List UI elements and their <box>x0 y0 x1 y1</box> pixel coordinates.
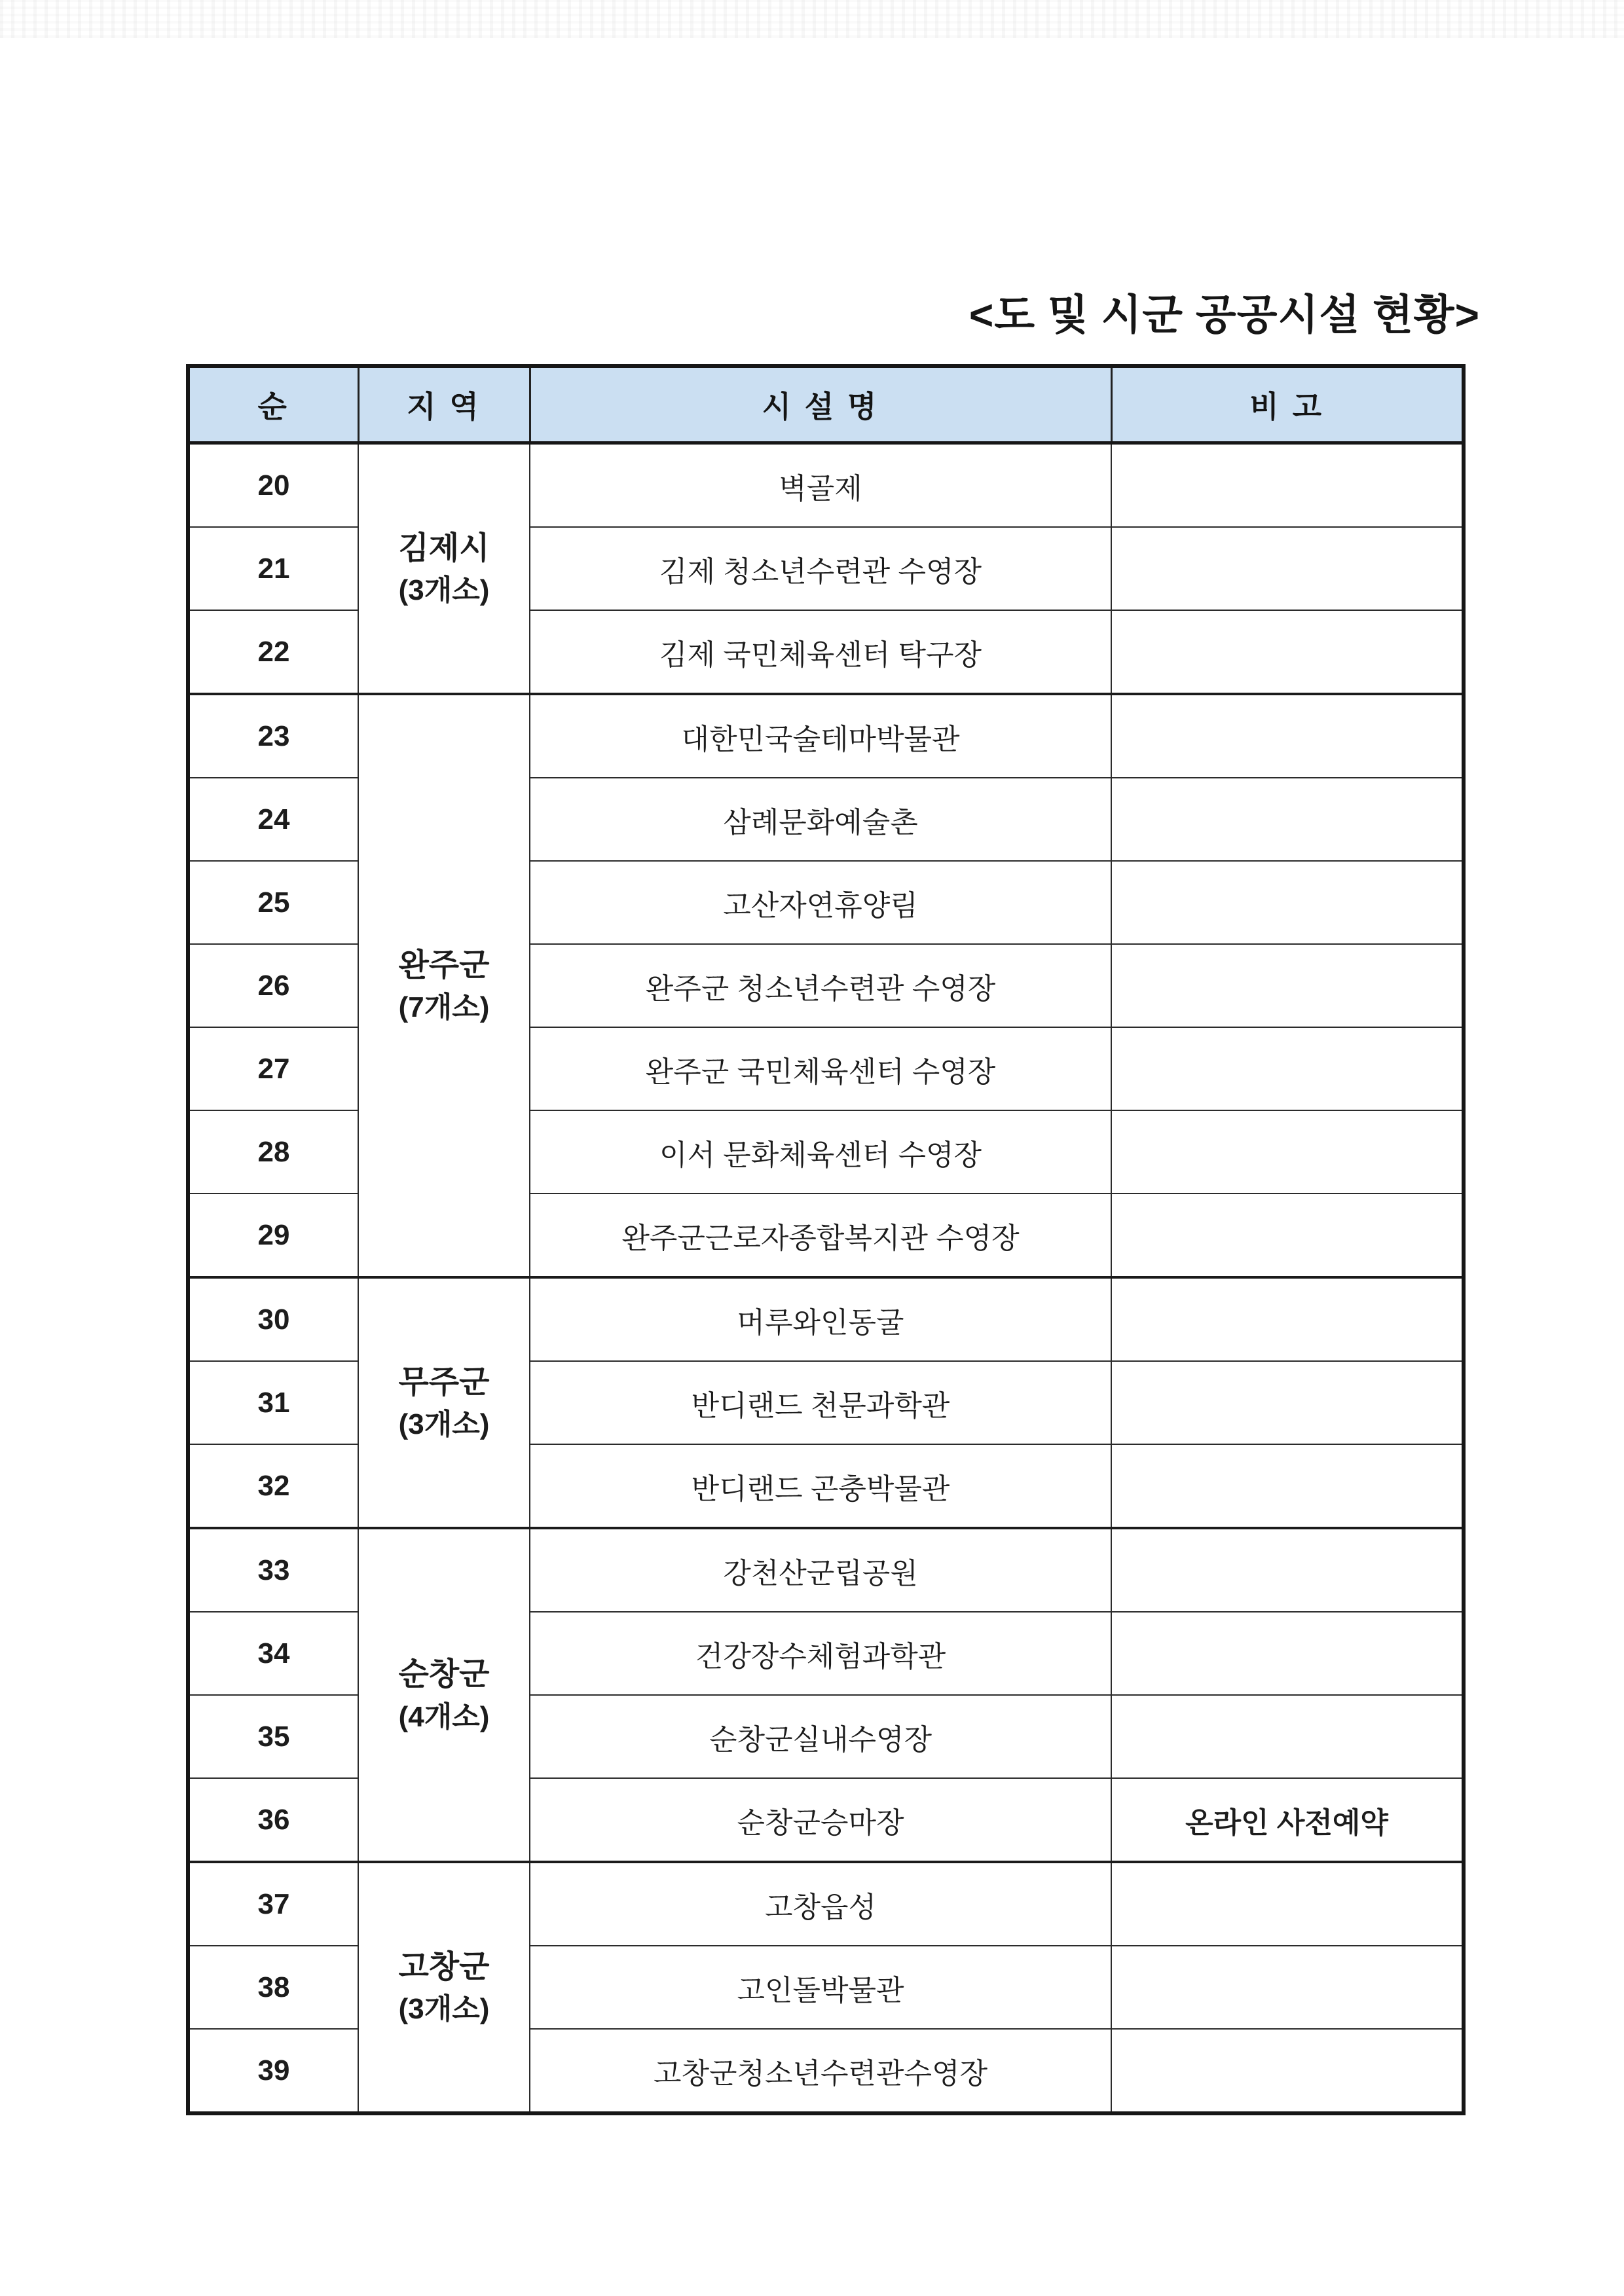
row-number: 30 <box>188 1277 358 1361</box>
region-cell <box>358 1528 530 1862</box>
column-header-no: 순 <box>188 366 358 443</box>
row-number: 29 <box>188 1194 358 1277</box>
facility-name: 김제 청소년수련관 수영장 <box>530 527 1111 610</box>
row-number: 20 <box>188 443 358 528</box>
region-cell <box>358 443 530 695</box>
region-cell <box>358 1862 530 2113</box>
note-cell <box>1111 527 1464 610</box>
row-number: 27 <box>188 1027 358 1110</box>
facility-name: 머루와인동굴 <box>530 1277 1111 1361</box>
note-cell <box>1111 1695 1464 1778</box>
row-number: 24 <box>188 778 358 861</box>
note-cell <box>1111 2029 1464 2113</box>
table-row <box>188 443 1464 528</box>
table-row <box>188 694 1464 778</box>
region-cell <box>358 694 530 1277</box>
note-cell <box>1111 1277 1464 1361</box>
table-row <box>188 1862 1464 1946</box>
row-number: 38 <box>188 1946 358 2029</box>
row-number: 34 <box>188 1612 358 1695</box>
facility-name: 고창군청소년수련관수영장 <box>530 2029 1111 2113</box>
page-title: <도 및 시군 공공시설 현황> <box>969 291 1480 338</box>
facility-name: 반디랜드 곤충박물관 <box>530 1444 1111 1528</box>
note-cell <box>1111 1528 1464 1612</box>
facility-name: 고인돌박물관 <box>530 1946 1111 2029</box>
facility-name: 대한민국술테마박물관 <box>530 694 1111 778</box>
facility-name: 삼례문화예술촌 <box>530 778 1111 861</box>
note-cell <box>1111 694 1464 778</box>
note-cell <box>1111 778 1464 861</box>
row-number: 31 <box>188 1361 358 1444</box>
facility-name: 벽골제 <box>530 443 1111 528</box>
region-name: 순창군 <box>398 1657 490 1692</box>
column-header-note: 비 고 <box>1111 366 1464 443</box>
note-cell <box>1111 1612 1464 1695</box>
region-count: (4개소) <box>398 1700 490 1733</box>
region-cell <box>358 1277 530 1528</box>
note-cell <box>1111 1946 1464 2029</box>
row-number: 33 <box>188 1528 358 1612</box>
note-cell <box>1111 610 1464 694</box>
facility-name: 반디랜드 천문과학관 <box>530 1361 1111 1444</box>
row-number: 36 <box>188 1778 358 1862</box>
facility-name: 김제 국민체육센터 탁구장 <box>530 610 1111 694</box>
header-row <box>188 366 1464 443</box>
region-name: 무주군 <box>398 1364 490 1400</box>
facility-name: 이서 문화체육센터 수영장 <box>530 1110 1111 1194</box>
region-name: 고창군 <box>398 1949 490 1984</box>
row-number: 26 <box>188 944 358 1027</box>
facility-name: 완주군 국민체육센터 수영장 <box>530 1027 1111 1110</box>
row-number: 37 <box>188 1862 358 1946</box>
row-number: 35 <box>188 1695 358 1778</box>
region-count: (7개소) <box>398 991 490 1024</box>
note-cell <box>1111 1027 1464 1110</box>
facility-name: 고산자연휴양림 <box>530 861 1111 944</box>
row-number: 23 <box>188 694 358 778</box>
facility-name: 순창군승마장 <box>530 1778 1111 1862</box>
region-count: (3개소) <box>398 1993 490 2026</box>
note-cell <box>1111 1194 1464 1277</box>
column-header-region: 지 역 <box>358 366 530 443</box>
region-name: 김제시 <box>398 530 490 566</box>
facility-name: 건강장수체험과학관 <box>530 1612 1111 1695</box>
note-cell <box>1111 1444 1464 1528</box>
region-count: (3개소) <box>398 574 490 607</box>
region-name: 완주군 <box>398 947 490 983</box>
facility-name: 완주군근로자종합복지관 수영장 <box>530 1194 1111 1277</box>
row-number: 21 <box>188 527 358 610</box>
scan-noise-artifact <box>0 0 1624 38</box>
note-cell <box>1111 1862 1464 1946</box>
row-number: 28 <box>188 1110 358 1194</box>
note-cell <box>1111 861 1464 944</box>
note-cell <box>1111 1361 1464 1444</box>
note-cell <box>1111 443 1464 528</box>
row-number: 25 <box>188 861 358 944</box>
facility-name: 고창읍성 <box>530 1862 1111 1946</box>
note-cell <box>1111 1110 1464 1194</box>
note-cell: 온라인 사전예약 <box>1111 1778 1464 1862</box>
facility-table <box>186 364 1466 2115</box>
table-row <box>188 1528 1464 1612</box>
note-cell <box>1111 944 1464 1027</box>
facility-name: 강천산군립공원 <box>530 1528 1111 1612</box>
table-row <box>188 1277 1464 1361</box>
row-number: 22 <box>188 610 358 694</box>
column-header-facility: 시 설 명 <box>530 366 1111 443</box>
row-number: 39 <box>188 2029 358 2113</box>
row-number: 32 <box>188 1444 358 1528</box>
facility-name: 순창군실내수영장 <box>530 1695 1111 1778</box>
region-count: (3개소) <box>398 1408 490 1441</box>
facility-name: 완주군 청소년수련관 수영장 <box>530 944 1111 1027</box>
